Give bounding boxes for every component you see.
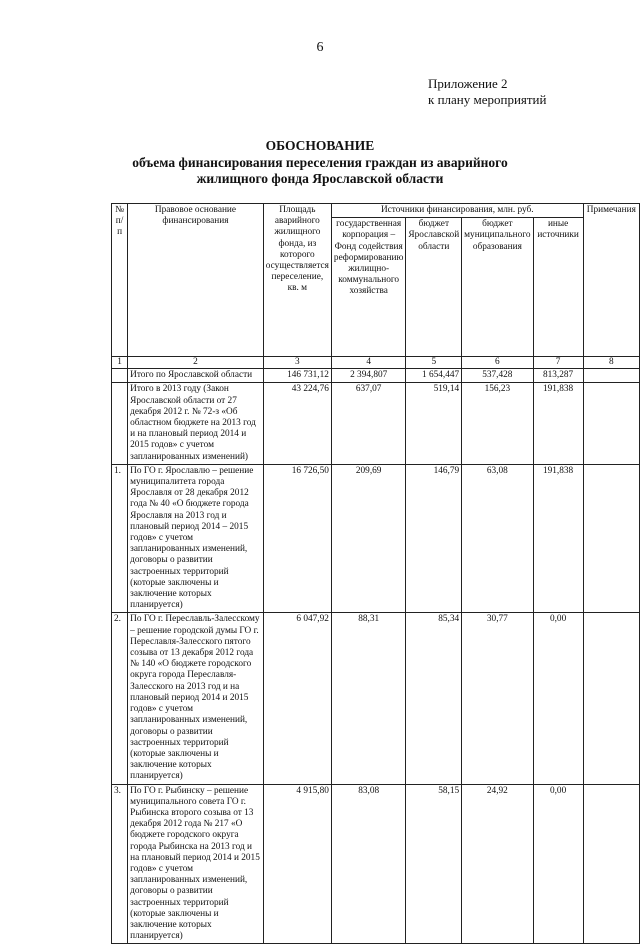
row-num — [112, 383, 128, 464]
column-number: 4 — [331, 357, 406, 369]
header-corp: государственная корпорация – Фонд содействия реформированию жилищно-коммунального хозяйства — [331, 218, 406, 357]
row-other: 191,838 — [533, 464, 583, 613]
column-number: 7 — [533, 357, 583, 369]
header-notes: Примечания — [583, 204, 639, 357]
row-municipal: 537,428 — [462, 369, 533, 383]
table-row — [112, 613, 640, 784]
row-notes — [583, 383, 639, 464]
row-regional: 58,15 — [406, 784, 462, 944]
column-number: 6 — [462, 357, 533, 369]
row-other: 0,00 — [533, 784, 583, 944]
column-number: 5 — [406, 357, 462, 369]
table-row — [112, 369, 640, 383]
row-regional: 85,34 — [406, 613, 462, 784]
row-num: 3. — [112, 784, 128, 944]
header-regional: бюджет Ярославской области — [406, 218, 462, 357]
row-basis: Итого по Ярославской области — [128, 369, 264, 383]
financing-table — [111, 203, 640, 944]
row-area: 6 047,92 — [263, 613, 331, 784]
column-number: 3 — [263, 357, 331, 369]
row-basis: Итого в 2013 году (Закон Ярославской области от 27 декабря 2012 г. № 72-з «Об областном бюджете на 2013 год и на плановый период 2014 и 2015 годов» с учетом запланированных изменений) — [128, 383, 264, 464]
row-corp: 637,07 — [331, 383, 406, 464]
header-other: иные источники — [533, 218, 583, 357]
row-num: 1. — [112, 464, 128, 613]
column-number: 2 — [128, 357, 264, 369]
table-row — [112, 784, 640, 944]
subtitle-line-1: объема финансирования переселения граждан из аварийного — [132, 155, 508, 170]
row-corp: 2 394,807 — [331, 369, 406, 383]
table-row — [112, 383, 640, 464]
row-notes — [583, 464, 639, 613]
header-row-1 — [112, 204, 640, 218]
row-regional: 1 654,447 — [406, 369, 462, 383]
row-regional: 519,14 — [406, 383, 462, 464]
header-area: Площадь аварийного жилищного фонда, из которого осуществляется переселение, кв. м — [263, 204, 331, 357]
row-municipal: 30,77 — [462, 613, 533, 784]
header-municipal: бюджет муниципального образования — [462, 218, 533, 357]
row-municipal: 24,92 — [462, 784, 533, 944]
row-notes — [583, 784, 639, 944]
row-notes — [583, 369, 639, 383]
column-number: 8 — [583, 357, 639, 369]
row-area: 4 915,80 — [263, 784, 331, 944]
row-basis: По ГО г. Переславль-Залесскому – решение городской думы ГО г. Переславля-Залесского пятого созыва от 13 декабря 2012 года № 140 «О бюджете городского округа города Переславля-Залесского на 2013 год и на плановый период 2014 и 2015 годов» с учетом запланированных изменений, договоры о развитии застроенных территорий (которые заключены и заключение которых планируется) — [128, 613, 264, 784]
document-title: ОБОСНОВАНИЕ — [265, 138, 375, 153]
appendix-line-2: к плану мероприятий — [428, 92, 547, 107]
column-number: 1 — [112, 357, 128, 369]
appendix-label — [428, 76, 546, 108]
page-number: 6 — [316, 40, 324, 55]
row-corp: 209,69 — [331, 464, 406, 613]
header-num: № п/п — [112, 204, 128, 357]
row-other: 813,287 — [533, 369, 583, 383]
row-regional: 146,79 — [406, 464, 462, 613]
column-number-row — [112, 357, 640, 369]
row-area: 43 224,76 — [263, 383, 331, 464]
table-row — [112, 464, 640, 613]
row-notes — [583, 613, 639, 784]
document-subtitle — [0, 155, 640, 187]
header-sources: Источники финансирования, млн. руб. — [331, 204, 583, 218]
row-num: 2. — [112, 613, 128, 784]
row-municipal: 63,08 — [462, 464, 533, 613]
row-municipal: 156,23 — [462, 383, 533, 464]
row-other: 191,838 — [533, 383, 583, 464]
appendix-line-1: Приложение 2 — [428, 76, 508, 91]
row-corp: 83,08 — [331, 784, 406, 944]
row-basis: По ГО г. Ярославлю – решение муниципалитета города Ярославля от 28 декабря 2012 года № 40 «О бюджете города Ярославля на 2013 год и плановый период 2014 – 2015 годов» с учетом запланированных изменений, договоры о развитии застроенных территорий (которые заключены и заключение которых планируется) — [128, 464, 264, 613]
row-other: 0,00 — [533, 613, 583, 784]
header-basis: Правовое основание финансирования — [128, 204, 264, 357]
row-corp: 88,31 — [331, 613, 406, 784]
row-basis: По ГО г. Рыбинску – решение муниципального совета ГО г. Рыбинска второго созыва от 13 декабря 2012 года № 217 «О бюджете городского округа города Рыбинска на 2013 год и на плановый период 2014 и 2015 годов» с учетом запланированных изменений, договоры о развитии застроенных территорий (которые заключены и заключение которых планируется) — [128, 784, 264, 944]
row-num — [112, 369, 128, 383]
row-area: 16 726,50 — [263, 464, 331, 613]
row-area: 146 731,12 — [263, 369, 331, 383]
subtitle-line-2: жилищного фонда Ярославской области — [196, 171, 444, 186]
